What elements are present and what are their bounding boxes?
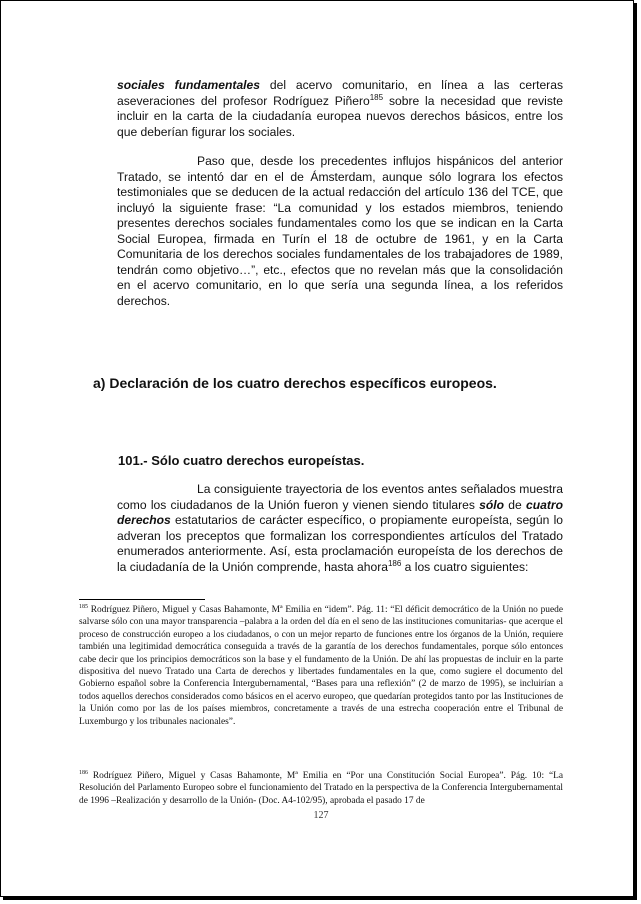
paragraph-3-text-b: de: [504, 497, 527, 512]
footnote-186: [79, 770, 563, 807]
paragraph-1-text-a: del acervo comunitario, en línea a las certeras aseveraciones del profesor Rodríguez Piñero: [117, 78, 563, 108]
footnote-number: 186: [79, 769, 88, 776]
bold-italic-cuatro-derechos: cuatro derechos: [117, 497, 563, 527]
bold-italic-phrase: sociales fundamentales: [117, 78, 260, 92]
paragraph-3-text-d: a los cuatro siguientes:: [401, 559, 529, 574]
footnote-ref-186[interactable]: 186: [387, 558, 402, 568]
footnote-separator: [79, 599, 205, 600]
footnote-text: Rodríguez Piñero, Miguel y Casas Bahamonte, Mª Emilia en “idem”. Pág. 11: “El déficit democrático de la Unión no puede salvarse sólo con una mayor transparencia –palabra a la orden del día en el seno de las instituciones comunitarias- que acerque el proceso de construcción europeo a los ciudadanos, o con un mejor reparto de funciones entre los órganos de la Unión, requiere también una legitimidad democrática conseguida a través de la garantía de los derechos fundamentales, porque sólo entonces cabe decir que los principios democráticos son la base y el fundamento de la Unión. De ahí las propuestas de incluir en la parte dispositiva del nuevo Tratado una Carta de derechos y libertades fundamentales en la que, como sugiere el documento del Gobierno español sobre la Conferencia Intergubernamental, “Bases para una reflexión” (2 de marzo de 1995), se incluirían a todos aquellos derechos considerados como básicos en el acervo europeo, que quedarían protegidos tanto por las Instituciones de la Unión como por las de los países miembros, concretamente a través de una estrecha cooperación entre el Tribunal de Luxemburgo y los tribunales nacionales”.: [79, 605, 563, 727]
paragraph-1: [117, 78, 563, 140]
paragraph-2-text: Paso que, desde los precedentes influjos hispánicos del anterior Tratado, se intentó dar en el de Ámsterdam, aunque sólo lograra los efectos testimoniales que se deducen de la actual redacción del artículo 136 del TCE, que incluyó la siguiente frase: “La comunidad y los estados miembros, teniendo presentes derechos sociales fundamentales como los que se indican en la Carta Social Europea, firmada en Turín el 18 de octubre de 1961, y en la Carta Comunitaria de los derechos sociales fundamentales de los trabajadores de 1989, tendrán como objetivo…”, etc., efectos que no revelan más que la consolidación en el acervo comunitario, en lo que sería una segunda línea, a los referidos derechos.: [117, 154, 563, 308]
footnote-185: [79, 604, 563, 728]
bold-italic-solo: sólo: [479, 497, 505, 512]
page-number: 127: [313, 810, 329, 821]
footnote-ref-185[interactable]: 185: [369, 92, 384, 102]
footnote-number: 185: [79, 603, 88, 610]
section-heading-a: a) Declaración de los cuatro derechos específicos europeos.: [93, 375, 497, 391]
paragraph-3: [117, 482, 563, 575]
footnote-text: Rodríguez Piñero, Miguel y Casas Bahamonte, Mª Emilia en “Por una Constitución Social Europea”. Pág. 10: “La Resolución del Parlamento Europeo sobre el funcionamiento del Tratado en la perspectiva de la Conferencia Intergubernamental de 1996 –Realización y desarrollo de la Unión- (Doc. A4-102/95), aprobada el pasado 17 de: [79, 771, 563, 806]
paragraph-2: [117, 154, 563, 309]
paragraph-3-text-c: estatutarios de carácter específico, o propiamente europeísta, según lo adveran los preceptos que formalizan los correspondientes artículos del Tratado enumerados anteriormente. Así, esta proclamación europeísta de los derechos de la ciudadanía de la Unión comprende, hasta ahora: [117, 513, 563, 574]
paragraph-3-text-a: La consiguiente trayectoria de los eventos antes señalados muestra como los ciudadanos de la Unión fueron y vienen siendo titulares: [117, 482, 563, 512]
paragraph-1-text-b: sobre la necesidad que reviste incluir en la carta de la ciudadanía europea nuevos derechos básicos, entre los que deberían figurar los sociales.: [117, 93, 564, 139]
subsection-heading-101: 101.- Sólo cuatro derechos europeístas.: [118, 453, 365, 468]
